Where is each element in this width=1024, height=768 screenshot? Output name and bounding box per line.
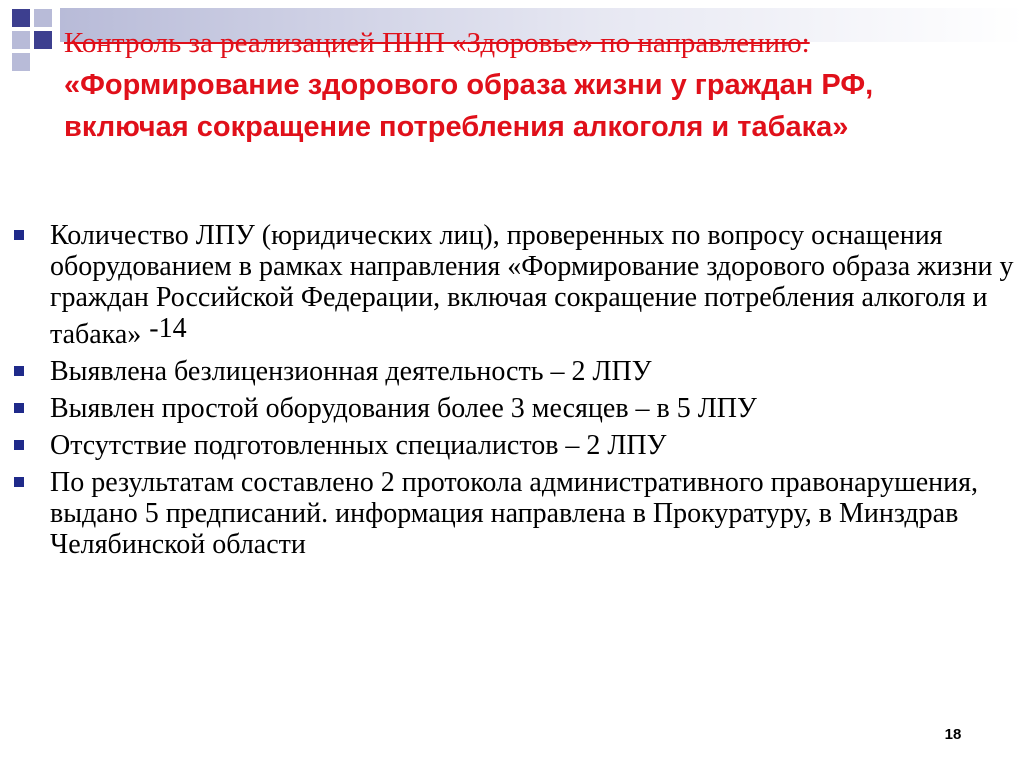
- decor-square: [12, 31, 30, 49]
- page-number: 18: [944, 726, 962, 743]
- decor-square: [34, 31, 52, 49]
- square-bullet-icon: [14, 230, 24, 240]
- decor-square: [12, 9, 30, 27]
- list-item: [14, 356, 1014, 387]
- list-item-count: -14: [149, 313, 187, 344]
- square-bullet-icon: [14, 366, 24, 376]
- decor-square: [12, 53, 30, 71]
- list-item-text: Выявлена безлицензионная деятельность – 2 ЛПУ: [50, 356, 652, 387]
- square-bullet-icon: [14, 403, 24, 413]
- square-bullet-icon: [14, 440, 24, 450]
- decor-square: [34, 9, 52, 27]
- list-item: [14, 430, 1014, 461]
- list-item-text: Выявлен простой оборудования более 3 месяцев – в 5 ЛПУ: [50, 393, 757, 424]
- slide-title: [64, 22, 964, 148]
- list-item: [14, 220, 1014, 350]
- bullet-list: [14, 220, 1014, 566]
- list-item-text: Отсутствие подготовленных специалистов – 2 ЛПУ: [50, 430, 667, 461]
- list-item: [14, 393, 1014, 424]
- square-bullet-icon: [14, 477, 24, 487]
- list-item-text: Количество ЛПУ (юридических лиц), проверенных по вопросу оснащения оборудованием в рамках направления «Формирование здорового образа жизни у граждан Российской Федерации, включая сокращение потребления алкоголя и табака»: [50, 220, 1014, 350]
- list-item: [14, 467, 1014, 560]
- slide-title-line1: Контроль за реализацией ПНП «Здоровье» по направлению:: [64, 27, 810, 59]
- slide-title-line2: «Формирование здорового образа жизни у граждан РФ, включая сокращение потребления алкоголя и табака»: [64, 69, 874, 143]
- list-item-text: По результатам составлено 2 протокола административного правонарушения, выдано 5 предписаний. информация направлена в Прокуратуру, в Минздрав Челябинской области: [50, 467, 978, 560]
